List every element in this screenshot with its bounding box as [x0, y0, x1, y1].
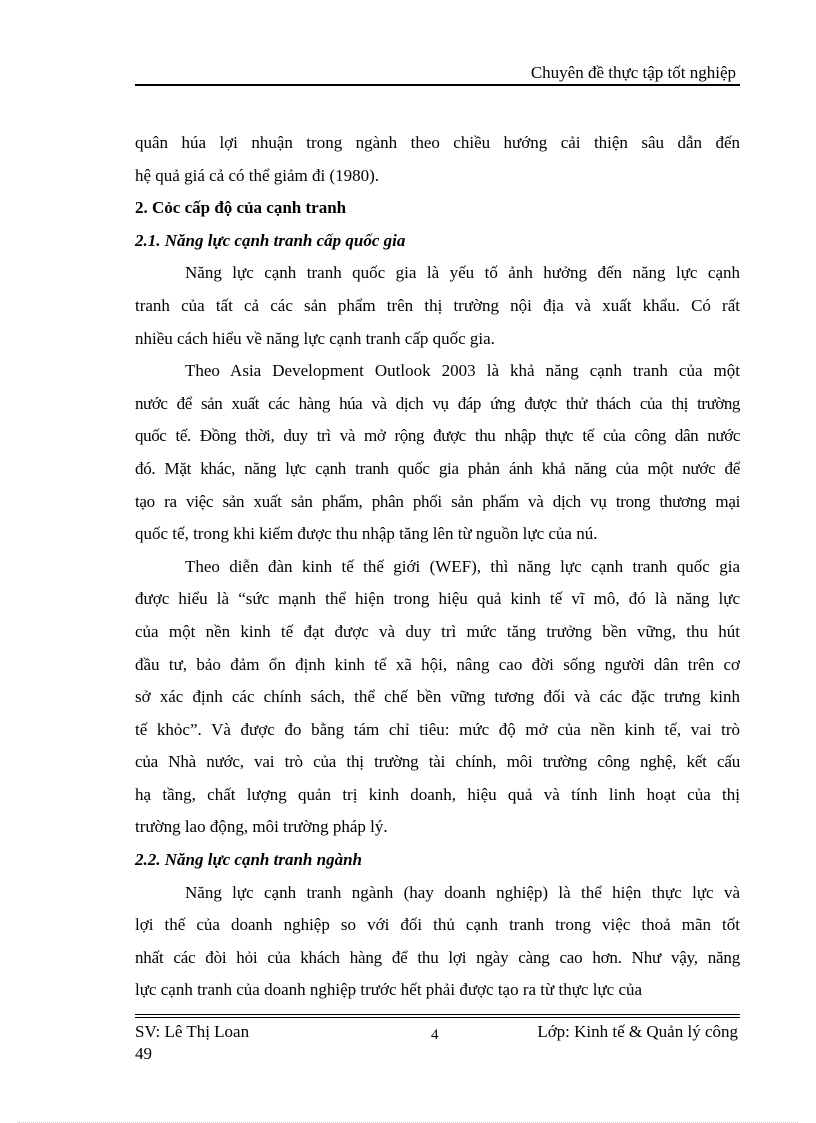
paragraph-line: tế khỏc”. Và được đo bằng tám chỉ tiêu: mức độ mở của nền kinh tế, vai trò	[135, 719, 740, 739]
paragraph-line: Theo diễn đàn kinh tế thế giới (WEF), thì năng lực cạnh tranh quốc gia	[185, 556, 740, 576]
paragraph-line: quốc tế, trong khi kiếm được thu nhập tăng lên từ nguồn lực của nú.	[135, 524, 598, 544]
paragraph-line: sở xác định các chính sách, thể chế bền vững tương đối và các đặc trưng kinh	[135, 687, 740, 707]
paragraph-line: hạ tầng, chất lượng quản trị kinh doanh, hiệu quả và tính linh hoạt của thị	[135, 784, 740, 804]
footer-class-number: 49	[135, 1044, 152, 1063]
paragraph-line: của một nền kinh tế đạt được và duy trì mức tăng trưởng bền vững, thu hút	[135, 621, 740, 641]
paragraph-line: Theo Asia Development Outlook 2003 là khả năng cạnh tranh của một	[185, 361, 740, 381]
paragraph-line: nước để sản xuất các hàng húa và dịch vụ đáp ứng được thử thách của thị trường	[135, 393, 740, 413]
subsection-heading: 2.1. Năng lực cạnh tranh cấp quốc gia	[135, 230, 406, 250]
paragraph-line: trường lao động, môi trường pháp lý.	[135, 817, 388, 837]
paragraph-line: của Nhà nước, vai trò của thị trường tài chính, môi trường công nghệ, kết cấu	[135, 752, 740, 772]
paragraph-line: quân húa lợi nhuận trong ngành theo chiều hướng cải thiện sâu dẫn đến	[135, 133, 740, 152]
section-heading: 2. Cỏc cấp độ của cạnh tranh	[135, 198, 347, 218]
paragraph-line: đó. Mặt khác, năng lực cạnh tranh quốc gia phản ánh khả năng của một nước để	[135, 458, 740, 478]
paragraph-line: Năng lực cạnh tranh ngành (hay doanh nghiệp) là thể hiện thực lực và	[185, 882, 740, 902]
page-number: 4	[431, 1027, 439, 1043]
footer-class: Lớp: Kinh tế & Quản lý công	[537, 1022, 738, 1041]
paragraph-line: được hiểu là “sức mạnh thể hiện trong hiệu quả kinh tế vĩ mô, đó là năng lực	[135, 589, 740, 609]
paragraph-line: nhiều cách hiểu về năng lực cạnh tranh cấp quốc gia.	[135, 328, 495, 348]
body-text	[135, 127, 740, 1007]
paragraph-line: tạo ra việc sản xuất sản phẩm, phân phối sản phẩm và dịch vụ trong thương mại	[135, 491, 740, 511]
paragraph-line: Năng lực cạnh tranh quốc gia là yếu tố ảnh hưởng đến năng lực cạnh	[185, 263, 740, 283]
subsection-heading: 2.2. Năng lực cạnh tranh ngành	[135, 850, 363, 870]
paragraph-line: lực cạnh tranh của doanh nghiệp trước hết phải được tạo ra từ thực lực của	[135, 980, 643, 1000]
header-rule	[135, 84, 740, 86]
footer-student: SV: Lê Thị Loan	[135, 1022, 250, 1041]
paragraph-line: lợi thế của doanh nghiệp so với đối thủ cạnh tranh trong việc thoả mãn tốt	[135, 915, 740, 935]
paragraph-line: tranh của tất cả các sản phẩm trên thị trường nội địa và xuất khẩu. Có rất	[135, 295, 740, 315]
header-title: Chuyên đề thực tập tốt nghiệp	[530, 63, 736, 82]
paragraph-line: nhất các đòi hỏi của khách hàng để thu lợi ngày càng cao hơn. Như vậy, năng	[135, 947, 740, 967]
paragraph-line: hệ quả giá cả có thể giảm đi (1980).	[135, 165, 380, 185]
paragraph-line: quốc tế. Đồng thời, duy trì và mở rộng được thu nhập thực tế của công dân nước	[135, 426, 740, 446]
footer-rule	[135, 1014, 740, 1015]
paragraph-line: đầu tư, bảo đảm ổn định kinh tế xã hội, nâng cao đời sống người dân trên cơ	[135, 654, 740, 674]
footer-rule	[135, 1017, 740, 1018]
